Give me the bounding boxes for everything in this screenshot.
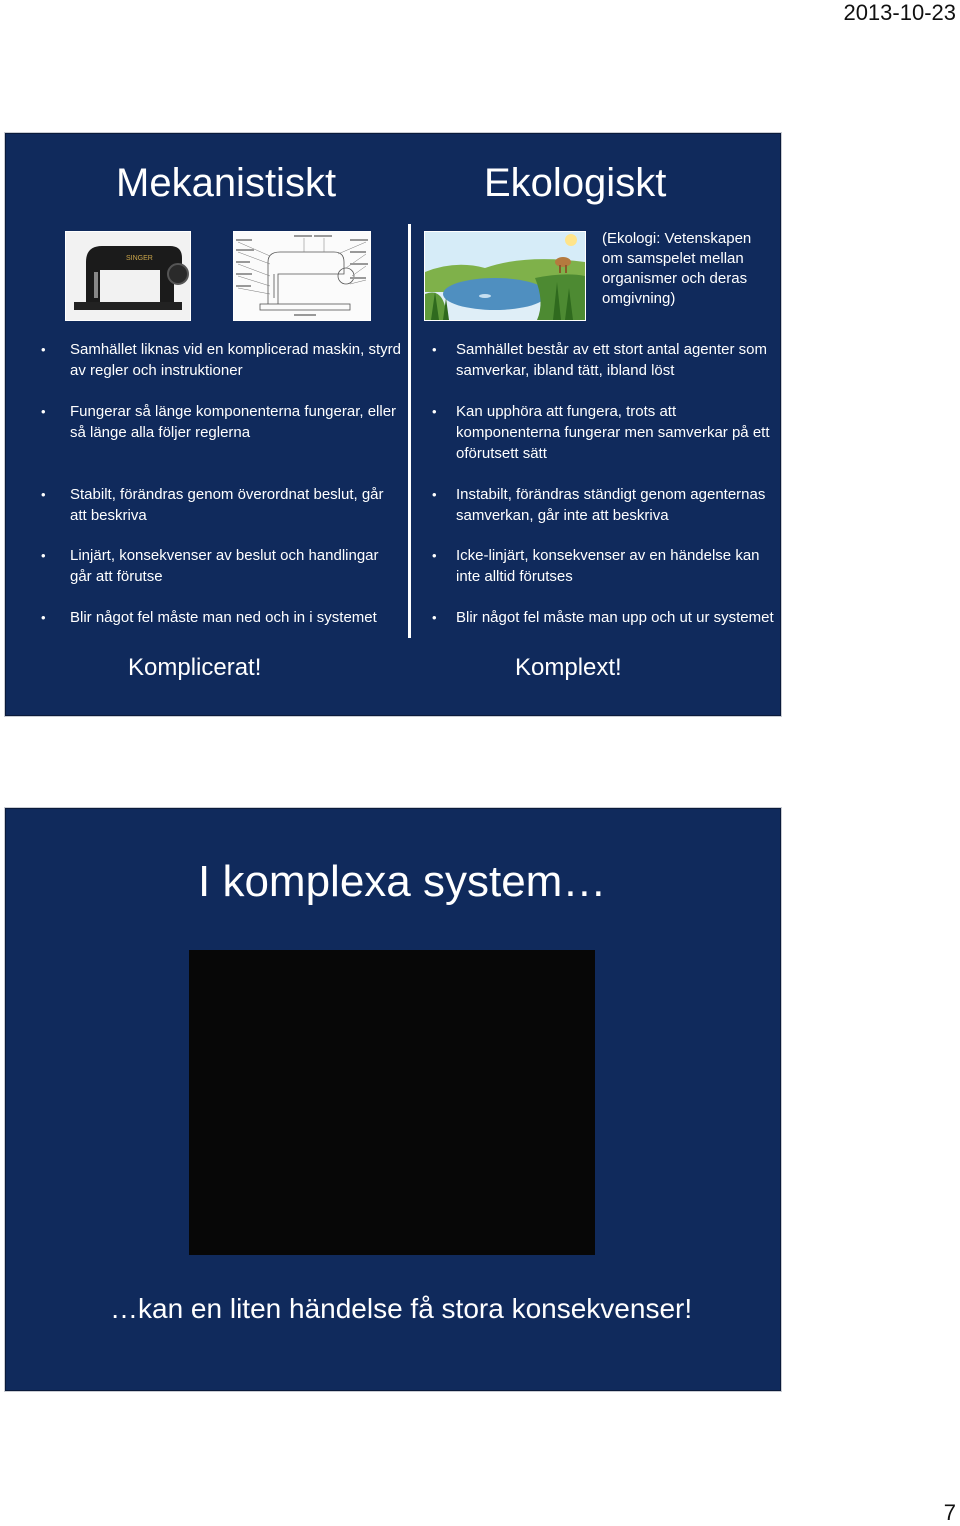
list-item: • Kan upphöra att fungera, trots att komponenterna fungerar men samverkar på ett oförutsett sätt xyxy=(432,401,777,464)
list-item: • Icke-linjärt, konsekvenser av en händelse kan inte alltid förutses xyxy=(432,545,777,587)
list-item: • Samhället består av ett stort antal agenter som samverkar, ibland tätt, ibland löst xyxy=(432,339,777,381)
slide-caption: …kan en liten händelse få stora konsekvenser! xyxy=(110,1293,693,1324)
list-item: • Samhället liknas vid en komplicerad maskin, styrd av regler och instruktioner xyxy=(41,339,401,381)
sewing-machine-diagram xyxy=(233,231,371,321)
heading-ecological: Ekologiskt xyxy=(484,161,667,205)
svg-text:SINGER: SINGER xyxy=(126,255,153,262)
slide-complex-systems xyxy=(5,808,781,1391)
ecosystem-illustration xyxy=(424,231,586,321)
column-divider xyxy=(408,224,411,638)
list-item: • Stabilt, förändras genom överordnat beslut, går att beskriva xyxy=(41,484,401,526)
conclusion-complex: Komplext! xyxy=(515,654,622,681)
conclusion-complicated: Komplicerat! xyxy=(128,654,262,681)
list-item: • Fungerar så länge komponenterna fungerar, eller så länge alla följer reglerna xyxy=(41,401,401,443)
ecology-definition-note: (Ekologi: Vetenskapen om samspelet mellan organismer och deras omgivning) xyxy=(602,230,752,307)
slide-mechanistic-vs-ecological xyxy=(5,133,781,716)
heading-mechanistic: Mekanistiskt xyxy=(116,161,337,205)
page-number: 7 xyxy=(943,1500,956,1525)
list-item: • Instabilt, förändras ständigt genom agenternas samverkan, går inte att beskriva xyxy=(432,484,777,526)
list-item: • Blir något fel måste man upp och ut ur systemet xyxy=(432,607,774,628)
video-placeholder xyxy=(189,950,595,1255)
sewing-machine-photo xyxy=(65,231,191,321)
heading-complex-systems: I komplexa system… xyxy=(198,857,607,906)
list-item: • Linjärt, konsekvenser av beslut och handlingar går att förutse xyxy=(41,545,401,587)
list-item: • Blir något fel måste man ned och in i systemet xyxy=(41,607,377,628)
page-date: 2013-10-23 xyxy=(843,0,956,25)
